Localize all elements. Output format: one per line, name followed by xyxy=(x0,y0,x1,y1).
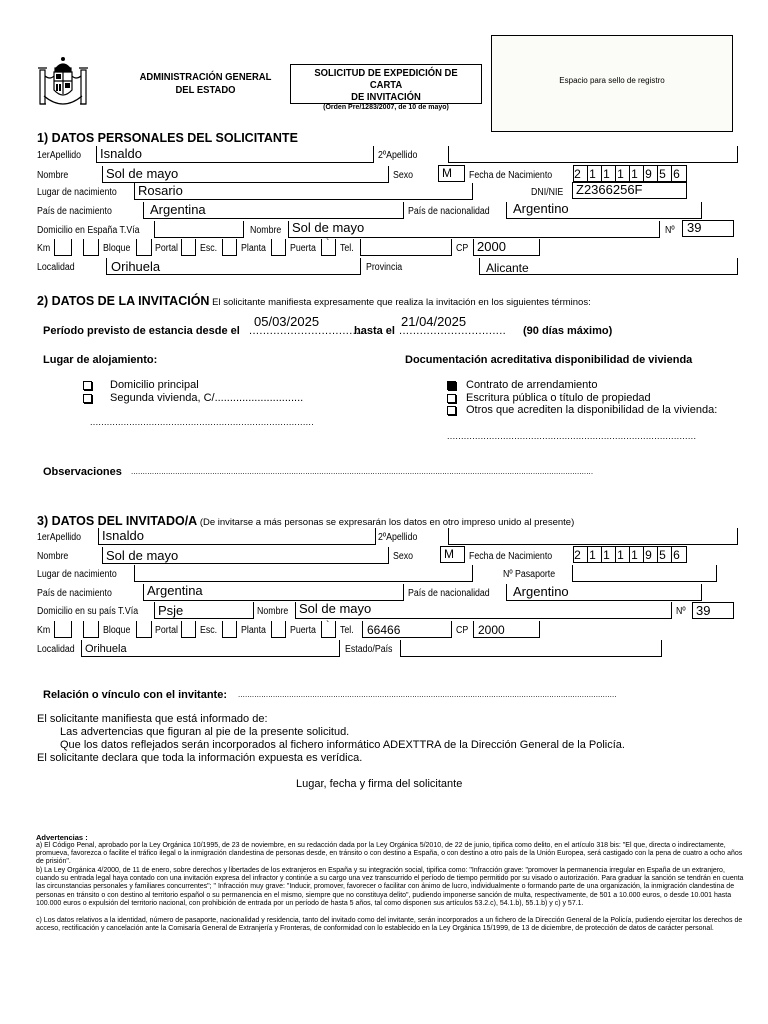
doc-opt2-label: Escritura pública o título de propiedad xyxy=(466,392,651,404)
s1-ap1-field[interactable] xyxy=(96,146,374,163)
s1-esc-label: Esc. xyxy=(200,243,218,254)
advertencia-a: a) El Código Penal, aprobado por la Ley Orgánica 10/1995, de 23 de noviembre, en su redacción dada por la Ley Orgánica 5/2010, de 22 de junio, tipifica como delito, en el artículo 318 bis: "El que, directa o indirectamente, promueva, favorezca o facilite el tráfico ilegal o la inmigración clandestina de personas desde, en tránsito o con destino a España, o con destino a otro país de la Unión Europea, será castigado con la pena de cuatro a ocho años de prisión". xyxy=(36,842,743,866)
s1-portal-label: Portal xyxy=(155,243,178,254)
s1-lugar-value: Rosario xyxy=(138,183,183,198)
s3-puerta-label: Puerta xyxy=(290,625,316,636)
s1-cp-label: CP xyxy=(456,243,469,254)
s3-nom-via-label: Nombre xyxy=(257,606,289,617)
s3-tel-label: Tel. xyxy=(340,625,354,636)
s1-ap1-label: 1erApellido xyxy=(37,150,82,161)
s3-ap1-label: 1erApellido xyxy=(37,532,82,543)
s1-bloque-label: Bloque xyxy=(103,243,131,254)
s3-fnac-d2: 1 xyxy=(587,547,597,563)
s3-nombre-label: Nombre xyxy=(37,551,69,562)
s1-nac-value: Argentino xyxy=(513,201,569,216)
s1-nac-field[interactable] xyxy=(506,202,702,219)
s1-nom-via-label: Nombre xyxy=(250,225,282,236)
s1-km-field[interactable] xyxy=(54,239,72,256)
s1-fnac-d4: 1 xyxy=(615,166,625,182)
s1-prov-label: Provincia xyxy=(366,262,403,273)
s1-puerta-mark: ` xyxy=(326,238,330,249)
doc-opt1-label: Contrato de arrendamiento xyxy=(466,379,598,391)
s3-nac-value: Argentino xyxy=(513,584,569,599)
s3-fnac-d4: 1 xyxy=(615,547,625,563)
s3-portal-field[interactable] xyxy=(181,621,196,638)
s1-dom-label: Domicilio en España T.Vía xyxy=(37,225,140,236)
s1-tel-field[interactable] xyxy=(360,239,452,256)
s3-cp-label: CP xyxy=(456,625,469,636)
s3-fnac-d8: 6 xyxy=(671,547,681,563)
s3-puerta-mark: ` xyxy=(326,620,330,631)
s3-planta-field[interactable] xyxy=(271,621,286,638)
s3-nom-via-value: Sol de mayo xyxy=(299,601,372,616)
s3-via-field[interactable] xyxy=(154,602,254,619)
s1-nom-via-field[interactable] xyxy=(288,221,660,238)
s3-bloque-field[interactable] xyxy=(136,621,152,638)
doc-opt3-label: Otros que acrediten la disponibilidad de la vivienda: xyxy=(466,404,718,416)
section2-title-note: El solicitante manifiesta expresamente que realiza la invitación en los siguientes términos: xyxy=(209,297,591,308)
s3-fnac-field[interactable] xyxy=(573,546,687,563)
s3-ap1-field[interactable] xyxy=(98,528,376,545)
s1-ap2-field[interactable] xyxy=(448,146,738,163)
s1-sexo-label: Sexo xyxy=(393,170,414,181)
s1-pais-label: País de nacimiento xyxy=(37,206,112,217)
s3-ap2-label: 2ºApellido xyxy=(378,532,418,543)
s3-fnac-label: Fecha de Nacimiento xyxy=(469,551,553,562)
s3-fnac-d7: 5 xyxy=(657,547,667,563)
s3-km-label: Km xyxy=(37,625,51,636)
s3-esc-field[interactable] xyxy=(222,621,237,638)
org-name-line2: DEL ESTADO xyxy=(175,84,236,96)
form-title-line2: DE INVITACIÓN xyxy=(351,91,421,103)
s1-fnac-d7: 5 xyxy=(657,166,667,182)
s1-nombre-value: Sol de mayo xyxy=(106,166,179,181)
s3-tel-field[interactable] xyxy=(362,621,452,638)
s3-pais-field[interactable] xyxy=(143,584,404,601)
s1-nom-via-value: Sol de mayo xyxy=(292,220,365,235)
s1-ap2-label: 2ºApellido xyxy=(378,150,418,161)
s1-fnac-field[interactable] xyxy=(573,165,687,182)
s3-loc-value: Orihuela xyxy=(85,643,127,655)
s1-prov-value: Alicante xyxy=(486,261,529,275)
s1-fnac-d6: 9 xyxy=(643,166,653,182)
section1-title: 1) DATOS PERSONALES DEL SOLICITANTE xyxy=(37,131,298,145)
s1-loc-field[interactable] xyxy=(106,258,361,275)
s1-ap1-value: Isnaldo xyxy=(100,146,142,161)
s1-num-value: 39 xyxy=(687,220,702,235)
s1-via-field[interactable] xyxy=(154,221,244,238)
relacion-dots[interactable]: ................................................................................................................................................................... xyxy=(238,690,617,699)
s1-bloque-field[interactable] xyxy=(136,239,152,256)
observaciones-dots[interactable]: ....................................................................................................................................................................................................... xyxy=(131,467,594,476)
s1-pais-field[interactable] xyxy=(143,202,404,219)
s1-tel-label: Tel. xyxy=(340,243,354,254)
s3-km-field2[interactable] xyxy=(83,621,99,638)
periodo-max: (90 días máximo) xyxy=(523,325,613,337)
form-title-box xyxy=(290,64,482,111)
s1-dni-label: DNI/NIE xyxy=(531,187,564,198)
s3-pasaporte-field[interactable] xyxy=(572,565,717,582)
s3-estado-label: Estado/País xyxy=(345,644,393,655)
registry-stamp-text: Espacio para sello de registro xyxy=(559,76,665,85)
s3-sexo-value: M xyxy=(444,547,454,561)
form-title-line1: SOLICITUD DE EXPEDICIÓN DE CARTA xyxy=(314,67,458,91)
s3-cp-field[interactable] xyxy=(473,621,540,638)
periodo-desde-value[interactable]: 05/03/2025 xyxy=(254,314,320,329)
declaracion-line3: Que los datos reflejados serán incorporados al fichero informático ADEXTTRA de la Dirección General de la Policía. xyxy=(60,739,625,751)
advertencia-c: c) Los datos relativos a la identidad, número de pasaporte, nacionalidad y residencia, tanto del invitado como del invitante, serán incorporados a un fichero de la Dirección General de la Policía, pudiendo ejercitar los derechos de acceso, rectificación y cancelación ante la Comisaría General de Extranjería y Fronteras, de conformidad con lo establecido en la Ley Orgánica 15/1999, de 13 de diciembre, de protección de datos de carácter personal. xyxy=(36,917,743,933)
s1-lugar-field[interactable] xyxy=(134,183,473,200)
s3-fnac-d6: 9 xyxy=(643,547,653,563)
s1-lugar-label: Lugar de nacimiento xyxy=(37,187,117,198)
s3-esc-label: Esc. xyxy=(200,625,218,636)
s3-estado-field[interactable] xyxy=(400,640,662,657)
s1-km-field2[interactable] xyxy=(83,239,99,256)
s3-fnac-d3: 1 xyxy=(601,547,611,563)
advertencia-b: b) La Ley Orgánica 4/2000, de 11 de enero, sobre derechos y libertades de los extranjeros en España y su integración social, tipifica como: "Infracción grave: "promover la permanencia irregular en España de un extranjero, cuando su entrada legal haya contado con una invitación expresa del infractor y continúe a su cargo una vez transcurrido el período de tiempo permitido por su visado o autorización. Para graduar la sanción se tendrán en cuenta las circunstancias personales y familiares concurrentes"; " Infracción muy grave: "Inducir, promover, favorecer o facilitar con ánimo de lucro, individualmente o formando parte de una organización, la inmigración clandestina de personas en tránsito o con destino al territorio español o su permanencia en el mismo, siempre que no constituya delito", pudiendo imponerse sanción de multa, respectivamente, de 501 a 10.000 euros, o desde 10.001 hasta 100.000 euros o expulsión del territorio nacional, con prohibición de entrada por un período de hasta 5 años, tal como disponen sus artículos 53.2.c), 54.1.b), 55.1.b) y c) y 57.1. xyxy=(36,867,744,907)
s1-km-label: Km xyxy=(37,243,51,254)
s1-num-field[interactable] xyxy=(682,220,734,237)
coat-of-arms-icon xyxy=(34,56,92,116)
s1-puerta-label: Puerta xyxy=(290,243,316,254)
periodo-hasta-value[interactable]: 21/04/2025 xyxy=(401,314,467,329)
s1-dni-value: Z2366256F xyxy=(576,182,643,197)
s1-nac-label: País de nacionalidad xyxy=(408,206,490,217)
s3-ap1-value: Isnaldo xyxy=(102,528,144,543)
s3-planta-label: Planta xyxy=(241,625,266,636)
form-title-note: (Orden Pre/1283/2007, de 10 de mayo) xyxy=(323,104,449,111)
s1-cp-field[interactable] xyxy=(473,239,540,256)
s3-cp-value: 2000 xyxy=(478,623,505,637)
s3-nombre-field[interactable] xyxy=(102,547,389,564)
s1-puerta-field[interactable] xyxy=(321,239,336,256)
s1-nombre-label: Nombre xyxy=(37,170,69,181)
s1-nombre-field[interactable] xyxy=(102,166,389,183)
s1-dni-field[interactable] xyxy=(572,182,687,199)
s3-bloque-label: Bloque xyxy=(103,625,131,636)
s1-loc-label: Localidad xyxy=(37,262,75,273)
s1-fnac-d1: 2 xyxy=(574,167,581,181)
periodo-dots1: ................................. xyxy=(249,325,364,337)
section3-title-note: (De invitarse a más personas se expresarán los datos en otro impreso unido al presente) xyxy=(197,517,575,528)
doc-dots: ......................................................................................... xyxy=(447,431,697,441)
s3-puerta-field[interactable] xyxy=(321,621,336,638)
periodo-label: Período previsto de estancia desde el xyxy=(43,325,240,337)
s1-cp-value: 2000 xyxy=(477,239,506,254)
s1-sexo-field[interactable] xyxy=(438,165,465,182)
declaracion-line1: El solicitante manifiesta que está informado de: xyxy=(37,713,268,725)
firma-label: Lugar, fecha y firma del solicitante xyxy=(296,778,463,790)
observaciones-label: Observaciones xyxy=(43,466,122,478)
s1-prov-field[interactable] xyxy=(479,258,738,275)
s1-portal-field[interactable] xyxy=(181,239,196,256)
s3-sexo-label: Sexo xyxy=(393,551,414,562)
advertencias-title: Advertencias : xyxy=(36,833,88,842)
s3-nac-label: País de nacionalidad xyxy=(408,588,490,599)
aloj-opt1-label: Domicilio principal xyxy=(110,379,199,391)
s3-sexo-field[interactable] xyxy=(440,546,465,563)
s3-pasaporte-label: Nº Pasaporte xyxy=(503,569,556,580)
doc-opt2-checkbox[interactable] xyxy=(447,394,456,403)
aloj-opt2-label: Segunda vivienda, C/............................. xyxy=(110,392,304,404)
s3-lugar-label: Lugar de nacimiento xyxy=(37,569,117,580)
s1-esc-field[interactable] xyxy=(222,239,237,256)
s3-via-value: Psje xyxy=(158,603,184,618)
periodo-dots2: ............................... xyxy=(399,325,507,337)
doc-title: Documentación acreditativa disponibilidad de vivienda xyxy=(405,354,693,366)
org-name-line1: ADMINISTRACIÓN GENERAL xyxy=(139,71,272,83)
s1-num-label: Nº xyxy=(665,225,675,236)
aloj-opt2-checkbox[interactable] xyxy=(83,394,92,403)
doc-opt1-checkbox[interactable] xyxy=(447,381,456,390)
s3-nac-field[interactable] xyxy=(506,584,702,601)
s1-fnac-d2: 1 xyxy=(587,166,597,182)
s3-pais-value: Argentina xyxy=(147,583,203,598)
s3-nom-via-field[interactable] xyxy=(295,602,672,619)
s3-nombre-value: Sol de mayo xyxy=(106,548,179,563)
s1-planta-label: Planta xyxy=(241,243,266,254)
s3-tel-value: 66466 xyxy=(367,623,401,637)
s3-num-field[interactable] xyxy=(692,602,734,619)
registry-stamp-box xyxy=(491,35,733,132)
s3-km-field[interactable] xyxy=(54,621,72,638)
s3-ap2-field[interactable] xyxy=(448,528,738,545)
s3-fnac-d5: 1 xyxy=(629,547,639,563)
s3-loc-label: Localidad xyxy=(37,644,75,655)
s1-pais-value: Argentina xyxy=(150,202,206,217)
alojamiento-title: Lugar de alojamiento: xyxy=(43,354,158,366)
section3-title-main: 3) DATOS DEL INVITADO/A xyxy=(37,514,198,528)
doc-opt3-checkbox[interactable] xyxy=(447,406,456,415)
s3-loc-field[interactable] xyxy=(81,640,340,657)
s3-pais-label: País de nacimiento xyxy=(37,588,112,599)
s3-num-label: Nº xyxy=(676,606,686,617)
relacion-label: Relación o vínculo con el invitante: xyxy=(43,689,227,701)
periodo-hasta-label: hasta el xyxy=(354,325,395,337)
s3-fnac-d1: 2 xyxy=(574,548,581,562)
s1-planta-field[interactable] xyxy=(271,239,286,256)
section2-title-main: 2) DATOS DE LA INVITACIÓN xyxy=(37,294,210,308)
section3-title xyxy=(37,514,574,528)
declaracion-line4: El solicitante declara que toda la información expuesta es verídica. xyxy=(37,752,363,764)
s3-num-value: 39 xyxy=(696,603,711,618)
s1-fnac-d5: 1 xyxy=(629,166,639,182)
section2-title xyxy=(37,294,591,308)
aloj-dots: ................................................................................ xyxy=(90,417,315,427)
s3-lugar-field[interactable] xyxy=(134,565,473,582)
s1-loc-value: Orihuela xyxy=(111,259,161,274)
declaracion-line2: Las advertencias que figuran al pie de la presente solicitud. xyxy=(60,726,350,738)
s1-fnac-d3: 1 xyxy=(601,166,611,182)
s1-fnac-label: Fecha de Nacimiento xyxy=(469,170,553,181)
s1-sexo-value: M xyxy=(442,166,452,180)
s1-fnac-d8: 6 xyxy=(671,166,681,182)
s3-portal-label: Portal xyxy=(155,625,178,636)
aloj-opt1-checkbox[interactable] xyxy=(83,381,92,390)
s3-dom-label: Domicilio en su país T.Vía xyxy=(37,606,139,617)
